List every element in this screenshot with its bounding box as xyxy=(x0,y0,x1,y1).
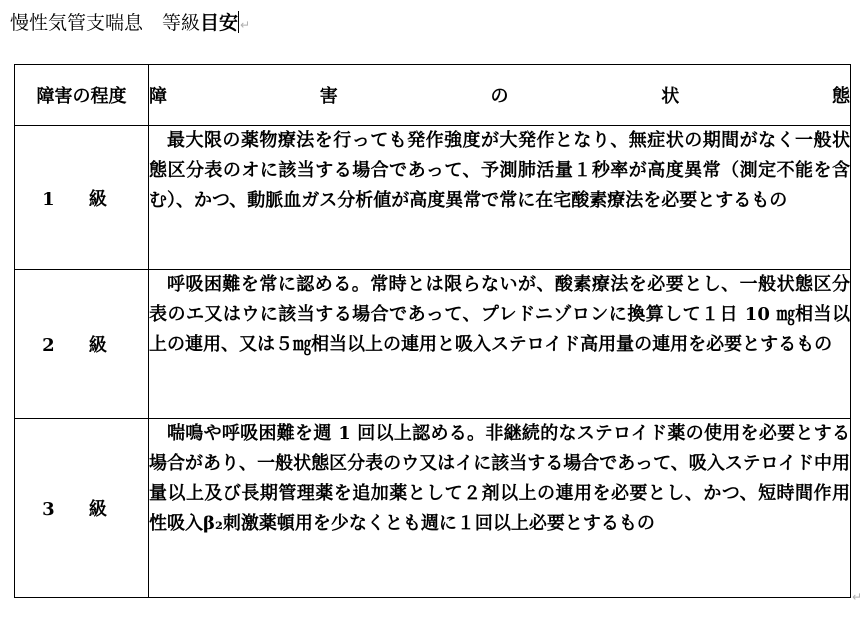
grade-cell-1: 1 級 xyxy=(15,126,149,270)
header-state-char: 障 xyxy=(149,86,167,107)
text-cursor xyxy=(238,11,239,33)
disability-grade-table xyxy=(14,64,851,598)
description-cell-1: 最大限の薬物療法を行っても発作強度が大発作となり、無症状の期間がなく一般状態区分表のオに該当する場合であって、予測肺活量１秒率が高度異常（測定不能を含む）、かつ、動脈血ガス分析値が高度異常で常に在宅酸素療法を必要とするもの xyxy=(149,126,851,270)
header-state-char: 害 xyxy=(319,86,338,107)
description-cell-2: 呼吸困難を常に認める。常時とは限らないが、酸素療法を必要とし、一般状態区分表のエ又はウに該当する場合であって、プレドニゾロンに換算して１日 10 ㎎相当以上の連用、又は５㎎相当以上の連用と吸入ステロイド高用量の連用を必要とするもの xyxy=(149,270,851,419)
table-row xyxy=(15,126,851,270)
title-prefix: 慢性気管支喘息 等級 xyxy=(10,12,201,34)
table-row xyxy=(15,419,851,598)
grade-cell-3: 3 級 xyxy=(15,419,149,598)
header-degree: 障害の程度 xyxy=(15,65,149,126)
description-cell-3: 喘鳴や呼吸困難を週 1 回以上認める。非継続的なステロイド薬の使用を必要とする場合があり、一般状態区分表のウ又はイに該当する場合であって、吸入ステロイド中用量以上及び長期管理薬を追加薬として２剤以上の連用を必要とし、かつ、短時間作用性吸入β₂刺激薬頓用を少なくとも週に１回以上必要とするもの xyxy=(149,419,851,598)
table-row xyxy=(15,270,851,419)
document-title xyxy=(10,10,250,38)
table-header-row xyxy=(15,65,851,126)
grade-cell-2: 2 級 xyxy=(15,270,149,419)
header-state-char: 態 xyxy=(832,86,850,107)
header-state-char: の xyxy=(490,86,509,107)
paragraph-mark-icon: ↵ xyxy=(240,18,251,32)
header-state-char: 状 xyxy=(661,86,680,107)
title-bold-part: 目安 xyxy=(200,12,239,34)
table-end-mark-icon: ↵ xyxy=(852,590,863,604)
header-state xyxy=(149,65,851,126)
